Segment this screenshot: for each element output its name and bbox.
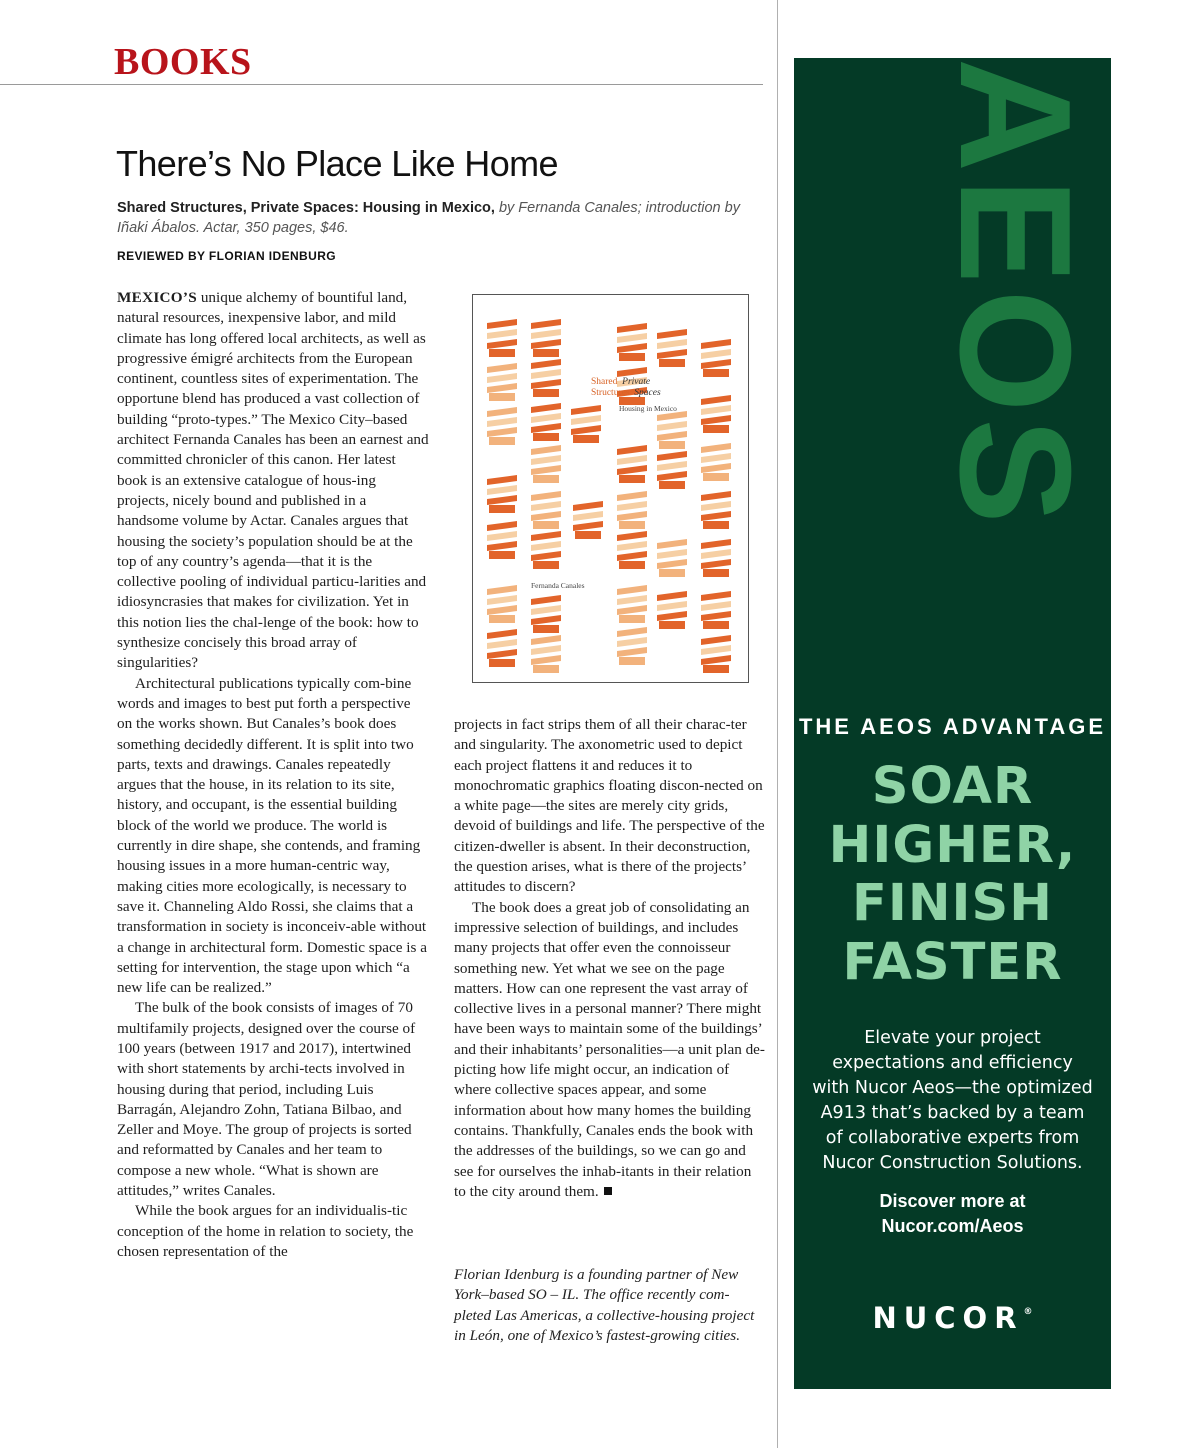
cover-building-block (487, 475, 517, 513)
cover-author: Fernanda Canales (531, 581, 585, 590)
cover-building-block (531, 595, 561, 633)
cover-building-block (617, 627, 647, 665)
cover-building-block (617, 585, 647, 623)
cover-building-block (487, 629, 517, 667)
ad-body-line: A913 that’s backed by a team (820, 1103, 1085, 1123)
cover-building-block (701, 591, 731, 629)
lead-in: MEXICO’S (117, 289, 198, 306)
nucor-logo-text: NUCOR (872, 1301, 1024, 1335)
header-rule (0, 84, 763, 85)
registered-mark: ® (1023, 1307, 1033, 1317)
cover-building-block (617, 531, 647, 569)
ad-headline-line: FASTER (842, 932, 1063, 992)
cover-building-block (571, 405, 601, 443)
paragraph-3: The bulk of the book consists of images of 70 multifamily projects, designed over the course of 100 years (between 1917 and 2017), intertwined with short statements by archi-tects involved in housing during that period, including Luis Barragán, Alejandro Zohn, Tatiana Bilbao, and Zeller and Moye. The group of projects is sorted and reformatted by Canales and her team to compose a new whole. “What is shown are attitudes,” writes Canales. (117, 999, 416, 1200)
article-byline: REVIEWED BY FLORIAN IDENBURG (117, 249, 336, 263)
cover-building-block (531, 491, 561, 529)
article-deck (117, 198, 757, 238)
cover-title-spaces: Spaces (634, 388, 661, 398)
paragraph-5 (454, 898, 766, 1202)
book-cover-image (472, 294, 749, 683)
cover-building-block (487, 363, 517, 401)
cover-building-pattern (473, 295, 748, 682)
cover-title (591, 377, 661, 399)
cover-building-block (701, 339, 731, 377)
cover-building-block (487, 407, 517, 445)
ad-body-line: Nucor Construction Solutions. (822, 1153, 1083, 1173)
cover-building-block (617, 445, 647, 483)
ad-body (794, 1026, 1111, 1176)
cover-title-shared: Shared (591, 377, 618, 387)
cover-title-structures: Structures (591, 388, 630, 398)
cover-building-block (531, 359, 561, 397)
ad-body-line: with Nucor Aeos—the optimized (812, 1078, 1093, 1098)
cover-building-block (531, 531, 561, 569)
book-info: by Fernanda Canales; introduction by Iñaki Ábalos. Actar, 350 pages, $46. (117, 200, 740, 236)
cover-building-block (701, 395, 731, 433)
book-title: Shared Structures, Private Spaces: Housing in Mexico, (117, 200, 495, 216)
end-mark-icon (604, 1187, 612, 1195)
cover-building-block (573, 501, 603, 539)
cover-building-block (531, 403, 561, 441)
cover-building-block (531, 319, 561, 357)
nucor-advertisement[interactable] (794, 58, 1111, 1389)
cover-subtitle: Housing in Mexico (619, 404, 677, 413)
cover-building-block (701, 635, 731, 673)
ad-brand-vertical: AEOS (927, 58, 1103, 530)
cover-building-block (487, 319, 517, 357)
cover-building-block (657, 451, 687, 489)
body-column-right (454, 715, 766, 1202)
ad-headline (794, 758, 1111, 992)
ad-body-line: of collaborative experts from (825, 1128, 1080, 1148)
article-headline: There’s No Place Like Home (116, 143, 558, 184)
cover-building-block (657, 329, 687, 367)
page-gutter-rule (777, 0, 778, 1448)
ad-cta-link[interactable] (794, 1189, 1111, 1239)
paragraph-1 (117, 288, 429, 674)
cover-building-block (701, 443, 731, 481)
cover-building-block (531, 635, 561, 673)
paragraph-4-continued: projects in fact strips them of all their charac-ter and singularity. The axonometric used to depict each project flattens it and reduces it to monochromatic graphics floating discon-nected on a white page—the sites are merely city grids, devoid of buildings and life. The perspective of the citizen-dweller is absent. In their deconstruction, the question arises, what is there of the projects’ attitudes to discern? (454, 716, 765, 896)
ad-cta-url[interactable]: Nucor.com/Aeos (881, 1216, 1024, 1236)
ad-cta-line: Discover more at (879, 1191, 1026, 1211)
section-label: BOOKS (114, 41, 252, 83)
paragraph-4: While the book argues for an individualis-tic conception of the home in relation to society, the chosen representation of the (117, 1202, 414, 1260)
author-bio: Florian Idenburg is a founding partner of New York–based SO – IL. The office recently com-pleted Las Americas, a collective-housing project in León, one of Mexico’s fastest-growing cities. (454, 1266, 755, 1344)
cover-building-block (701, 491, 731, 529)
ad-kicker: THE AEOS ADVANTAGE (798, 714, 1106, 739)
paragraph-2: Architectural publications typically com-bine words and images to best put forth a perspective on the works shown. But Canales’s book does something decidedly different. It is split into two parts, texts and drawings. Canales repeatedly argues that the house, in its relation to its site, history, and occupant, is the essential building block of the world we produce. The world is currently in dire shape, she contends, and framing housing issues in a more human-centric way, making cities more ecologically, is necessary to save it. Channeling Aldo Rossi, she claims that a transformation in society is inconceiv-able without a change in architectural form. Domestic space is a setting for intervention, the stage upon which “a new life can be realized.” (117, 674, 427, 997)
ad-headline-line: HIGHER, (828, 815, 1077, 875)
cover-title-private: Private (622, 377, 651, 387)
cover-building-block (487, 521, 517, 559)
paragraph-1-text: unique alchemy of bountiful land, natural resources, inexpensive labor, and mild climate has long offered local architects, as well as progressive émigré architects from the European continent, countless sites of experimentation. The opportune blend has produced a vast collection of building “proto-types.” The Mexico City–based architect Fernanda Canales has been an earnest and committed chronicler of this canon. Her latest book is an extensive catalogue of hous-ing projects, nicely bound and published in a handsome volume by Actar. Canales argues that housing the society’s population should be at the top of any country’s agenda—that it is the collective pooling of individual particu-larities and idiosyncrasies that makes for civilization. Yet in this notion lies the chal-lenge of the book: how to synthesize concisely this broad array of singularities? (117, 289, 429, 672)
cover-building-block (617, 491, 647, 529)
cover-building-block (657, 411, 687, 449)
ad-body-line: expectations and efficiency (832, 1053, 1073, 1073)
ad-body-line: Elevate your project (864, 1028, 1041, 1048)
cover-building-block (487, 585, 517, 623)
cover-building-block (657, 539, 687, 577)
nucor-logo (794, 1301, 1111, 1335)
cover-building-block (617, 323, 647, 361)
paragraph-5-text: The book does a great job of consolidating an impressive selection of buildings, and includes many projects that offer even the connoisseur something new. Yet what we see on the page matters. How can one represent the vast array of collective lives in a personal manner? There might have been ways to maintain some of the buildings’ and their inhabitants’ personalities—a unit plan de-picting how life might occur, an indication of where collective spaces appear, and some information about how many homes the building contains. Thankfully, Canales ends the book with the addresses of the buildings, so we can go and see for ourselves the inhab-itants in their relation to the city around them. (454, 898, 765, 1200)
ad-headline-line: FINISH (852, 874, 1053, 933)
cover-building-block (657, 591, 687, 629)
cover-building-block (701, 539, 731, 577)
ad-headline-line: SOAR (871, 757, 1034, 816)
cover-building-block (531, 445, 561, 483)
body-column-left (117, 288, 429, 1262)
